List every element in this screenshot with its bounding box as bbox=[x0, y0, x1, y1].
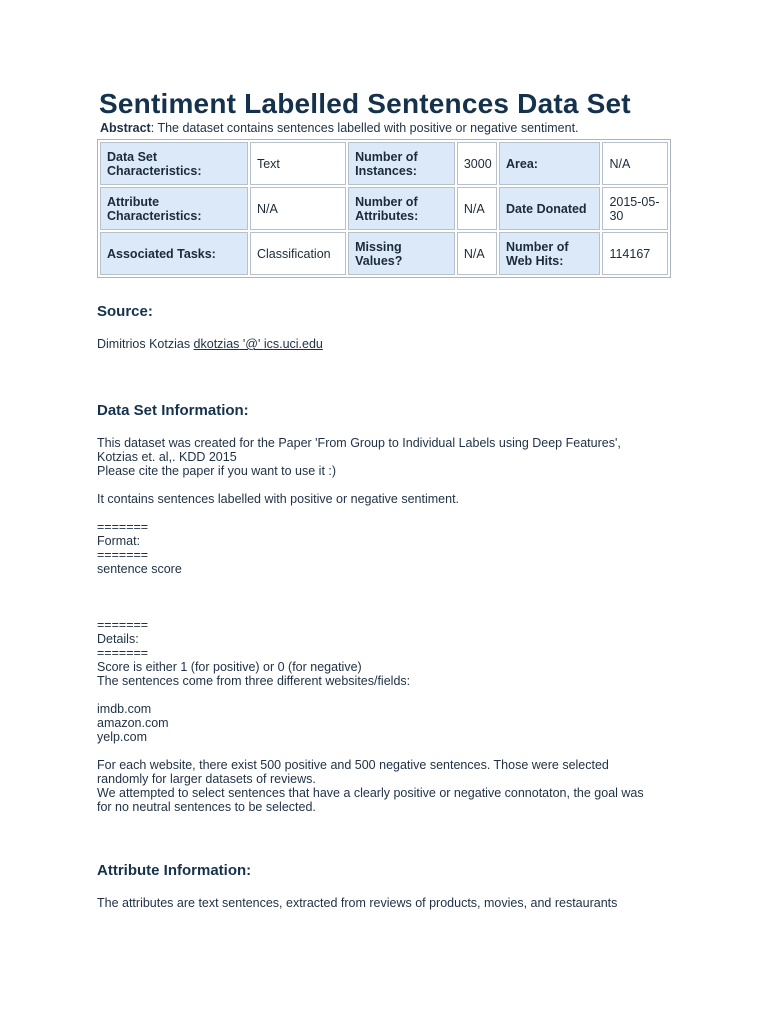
web-hits-label: Number of Web Hits: bbox=[499, 232, 600, 275]
info-line: For each website, there exist 500 positive and 500 negative sentences. Those were selected bbox=[97, 758, 609, 772]
info-line: yelp.com bbox=[97, 730, 148, 744]
email-domain: ics.uci.edu bbox=[263, 337, 323, 351]
email-at: '@' bbox=[239, 337, 264, 351]
associated-tasks-label: Associated Tasks: bbox=[100, 232, 248, 275]
instances-value: 3000 bbox=[457, 142, 497, 185]
email-user: dkotzias bbox=[193, 337, 240, 351]
info-line: It contains sentences labelled with positive or negative sentiment. bbox=[97, 492, 460, 506]
instances-label: Number of Instances: bbox=[348, 142, 455, 185]
source-name: Dimitrios Kotzias bbox=[97, 337, 194, 351]
info-line: Please cite the paper if you want to use it :) bbox=[97, 464, 337, 478]
area-label: Area: bbox=[499, 142, 600, 185]
info-line: This dataset was created for the Paper 'From Group to Individual Labels using Deep Features', bbox=[97, 436, 621, 450]
info-line: We attempted to select sentences that have a clearly positive or negative connotaton, the goal was bbox=[97, 786, 644, 800]
info-line: Score is either 1 (for positive) or 0 (for negative) bbox=[97, 660, 362, 674]
attribute-info-heading: Attribute Information: bbox=[97, 862, 252, 879]
source-heading: Source: bbox=[97, 303, 153, 320]
info-line: ======= bbox=[97, 520, 149, 534]
web-hits-value: 114167 bbox=[602, 232, 668, 275]
attribute-characteristics-value: N/A bbox=[250, 187, 346, 230]
info-line: imdb.com bbox=[97, 702, 152, 716]
date-donated-label: Date Donated bbox=[499, 187, 600, 230]
area-value: N/A bbox=[602, 142, 668, 185]
abstract-text: : The dataset contains sentences labelled with positive or negative sentiment. bbox=[150, 121, 579, 135]
abstract-label: Abstract bbox=[100, 121, 151, 135]
info-line: ======= bbox=[97, 646, 149, 660]
info-line: Kotzias et. al,. KDD 2015 bbox=[97, 450, 237, 464]
info-line: ======= bbox=[97, 618, 149, 632]
missing-values-label: Missing Values? bbox=[348, 232, 455, 275]
abstract bbox=[100, 121, 579, 135]
date-donated-value: 2015-05-30 bbox=[602, 187, 668, 230]
page-title: Sentiment Labelled Sentences Data Set bbox=[99, 88, 631, 119]
attributes-count-value: N/A bbox=[457, 187, 497, 230]
table-row bbox=[100, 187, 668, 230]
info-line: Format: bbox=[97, 534, 141, 548]
table-row bbox=[100, 232, 668, 275]
characteristics-value: Text bbox=[250, 142, 346, 185]
info-line: randomly for larger datasets of reviews. bbox=[97, 772, 316, 786]
source-email-link[interactable] bbox=[194, 337, 323, 351]
attribute-info-text: The attributes are text sentences, extracted from reviews of products, movies, and restaurants bbox=[97, 896, 618, 910]
info-line: ======= bbox=[97, 548, 149, 562]
data-set-info-heading: Data Set Information: bbox=[97, 402, 249, 419]
info-line: Details: bbox=[97, 632, 139, 646]
info-line: sentence score bbox=[97, 562, 182, 576]
info-line: The sentences come from three different websites/fields: bbox=[97, 674, 411, 688]
dataset-info-table bbox=[97, 139, 671, 278]
source-text bbox=[97, 337, 323, 351]
missing-values-value: N/A bbox=[457, 232, 497, 275]
info-line: for no neutral sentences to be selected. bbox=[97, 800, 316, 814]
attributes-count-label: Number of Attributes: bbox=[348, 187, 455, 230]
info-line: amazon.com bbox=[97, 716, 169, 730]
characteristics-label: Data Set Characteristics: bbox=[100, 142, 248, 185]
attribute-characteristics-label: Attribute Characteristics: bbox=[100, 187, 248, 230]
associated-tasks-value: Classification bbox=[250, 232, 346, 275]
table-row bbox=[100, 142, 668, 185]
